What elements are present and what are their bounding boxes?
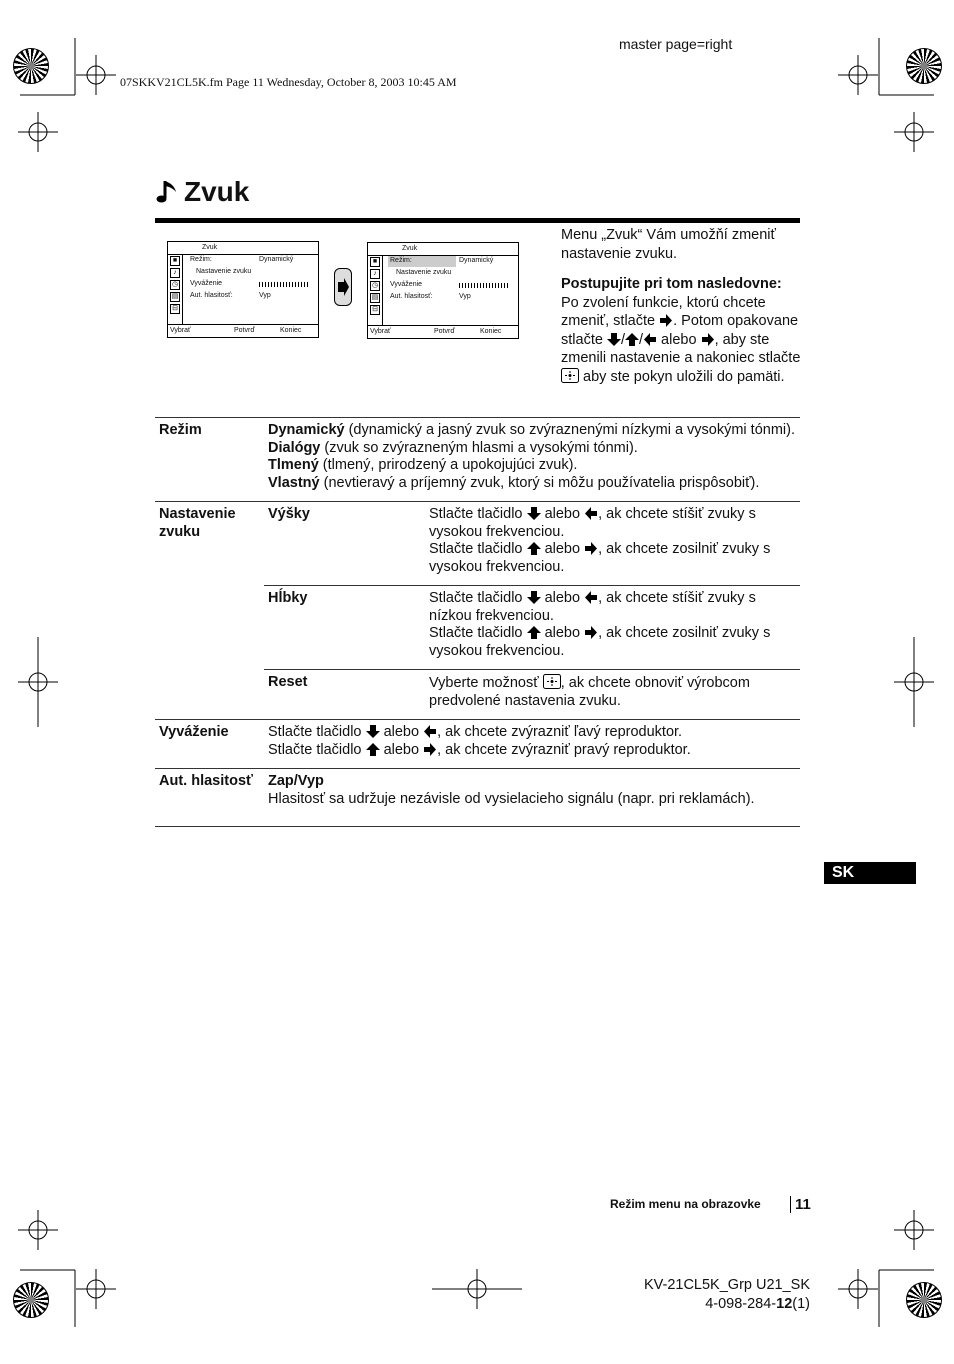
arrow-up-icon xyxy=(366,743,380,756)
arrow-right-icon xyxy=(701,333,715,346)
setup-icon: ▤ xyxy=(171,293,179,300)
option-name: Dynamický xyxy=(268,422,345,438)
settings-table xyxy=(155,417,800,817)
menu-screen-after xyxy=(367,242,519,339)
part-code-prefix: 4-098-284- xyxy=(705,1296,777,1312)
picture-icon: ■ xyxy=(170,256,180,266)
arrow-up-icon xyxy=(625,333,639,346)
text: , ak chcete obnoviť výrobcom predvolené nastavenia zvuku. xyxy=(429,675,750,709)
footer-section: Režim menu na obrazovke xyxy=(610,1197,761,1211)
table-row xyxy=(155,769,800,818)
screen-row-label: Nastavenie zvuku xyxy=(196,268,252,275)
toolbox-icon: ⊟ xyxy=(370,305,380,315)
option-desc: (tlmený, prirodzený a upokojujúci zvuk). xyxy=(318,457,578,473)
arrow-right-icon xyxy=(659,314,673,327)
sound-icon: ♪ xyxy=(370,269,380,279)
timer-icon: ◷ xyxy=(171,281,179,288)
screen-row-label: Režim: xyxy=(190,256,212,263)
option-desc: (dynamický a jasný zvuk so zvýraznenými nízkymi a vysokými tónmi). xyxy=(344,422,795,438)
intro-step-text: alebo xyxy=(661,331,697,348)
intro-step-text: . Potom opakovane stlačte xyxy=(561,313,799,348)
model-info xyxy=(632,1276,810,1314)
arrow-right-icon xyxy=(584,626,598,639)
arrow-down-icon xyxy=(607,333,621,346)
row-label: Režim xyxy=(155,418,264,502)
table-bottom-rule xyxy=(155,826,800,827)
screen-row-value: Dynamický xyxy=(259,256,294,263)
screen-row-value: Vyp xyxy=(259,292,271,299)
screen-row-value: Dynamický xyxy=(459,257,494,264)
ok-button-icon xyxy=(543,674,561,689)
option-name: Tlmený xyxy=(268,457,319,473)
text: , ak chcete stíšiť zvuky s vysokou frekvenciou. xyxy=(429,506,756,540)
intro-step-text: aby ste pokyn uložili do pamäti. xyxy=(583,368,785,385)
arrow-up-icon xyxy=(527,542,541,555)
part-code-suffix: (1) xyxy=(792,1296,810,1312)
text: alebo xyxy=(544,506,581,522)
arrow-left-icon xyxy=(584,591,598,604)
row-content xyxy=(425,586,800,670)
picture-icon: ■ xyxy=(370,257,380,267)
master-page-note: master page=right xyxy=(619,36,733,52)
row-content xyxy=(425,502,800,586)
text: Stlačte tlačidlo xyxy=(429,541,523,557)
row-content xyxy=(264,769,800,818)
intro-step-text: , aby ste zmenili nastavenie a nakoniec stlačte xyxy=(561,331,801,366)
arrow-right-icon xyxy=(423,743,437,756)
intro-steps: Postupujite pri tom nasledovne: Po zvolení funkcie, ktorú chcete zmeniť, stlačte . Potom opakovane stlačte / / alebo , aby ste zmenili nastavenie a nakoniec stlačte aby ste pokyn uložili do pamäti. xyxy=(561,276,801,385)
screen-title: Zvuk xyxy=(402,245,418,252)
page-title xyxy=(156,176,249,208)
text: Stlačte tlačidlo xyxy=(429,625,523,641)
screen-footer-confirm: Potvrď xyxy=(434,328,455,335)
ok-button-icon xyxy=(561,368,579,383)
table-row xyxy=(155,418,800,502)
screen-icon-column xyxy=(368,255,383,326)
row-content xyxy=(264,720,800,769)
text: alebo xyxy=(383,724,420,740)
text: Stlačte tlačidlo xyxy=(268,741,362,758)
text: alebo xyxy=(544,590,581,606)
text: , ak chcete stíšiť zvuky s nízkou frekvenciou. xyxy=(429,590,756,624)
screen-row-value: Vyp xyxy=(459,293,471,300)
row-label: Vyváženie xyxy=(155,720,264,769)
screen-row-label: Nastavenie zvuku xyxy=(396,269,452,276)
text: alebo xyxy=(383,741,420,758)
text: , ak chcete zvýrazniť pravý reproduktor. xyxy=(437,741,691,758)
text: , ak chcete zosilniť zvuky s vysokou frekvenciou. xyxy=(429,541,771,575)
arrow-down-icon xyxy=(527,591,541,604)
intro-paragraph: Menu „Zvuk“ Vám umožňí zmeniť nastavenie zvuku. xyxy=(561,227,776,262)
sub-label: Výšky xyxy=(264,502,425,586)
music-note-icon xyxy=(156,178,180,206)
screen-row-label: Režim: xyxy=(390,257,412,264)
screen-row-label: Aut. hlasitosť: xyxy=(190,292,233,299)
text: , ak chcete zvýrazniť ľavý reproduktor. xyxy=(437,724,683,740)
screen-footer-end: Koniec xyxy=(480,328,502,335)
arrow-left-icon xyxy=(584,507,598,520)
intro-steps-heading: Postupujite pri tom nasledovne: xyxy=(561,276,782,292)
screen-row-label: Vyváženie xyxy=(190,280,223,287)
row-content xyxy=(264,418,800,502)
intro-step-text: Po zvolení funkcie, ktorú chcete zmeniť, stlačte xyxy=(561,294,766,329)
screen-row-label: Aut. hlasitosť: xyxy=(390,293,433,300)
intro-text xyxy=(561,226,801,398)
part-code xyxy=(632,1295,810,1314)
screen-row-label: Vyváženie xyxy=(390,281,423,288)
text: , ak chcete zosilniť zvuky s vysokou frekvenciou. xyxy=(429,625,771,659)
arrow-left-icon xyxy=(423,725,437,738)
balance-bar xyxy=(459,283,509,288)
arrow-up-icon xyxy=(527,626,541,639)
sound-icon: ♪ xyxy=(170,268,180,278)
screen-icon-column xyxy=(168,254,183,325)
timer-icon: ◷ xyxy=(371,282,379,289)
arrow-right-icon xyxy=(584,542,598,555)
arrow-down-icon xyxy=(527,507,541,520)
option-desc: Hlasitosť sa udržuje nezávisle od vysielacieho signálu (napr. pri reklamách). xyxy=(268,790,755,807)
text: alebo xyxy=(544,541,581,557)
text: Stlačte tlačidlo xyxy=(268,724,362,740)
text: Stlačte tlačidlo xyxy=(429,506,523,522)
option-desc: (nevtieravý a príjemný zvuk, ktorý si môžu používatelia prispôsobiť). xyxy=(319,474,760,491)
arrow-left-icon xyxy=(643,333,657,346)
text: alebo xyxy=(544,625,581,641)
row-label: Aut. hlasitosť xyxy=(155,769,264,818)
screen-footer-end: Koniec xyxy=(280,327,302,334)
page-number: 11 xyxy=(790,1196,811,1213)
option-desc: (zvuk so zvýrazneným hlasmi a vysokými tónmi). xyxy=(320,439,638,456)
language-tab: SK xyxy=(824,862,916,884)
table-row xyxy=(155,502,800,586)
sub-label: Hĺbky xyxy=(264,586,425,670)
text: Vyberte možnosť xyxy=(429,675,539,691)
part-code-bold: 12 xyxy=(776,1296,793,1312)
page-title-text: Zvuk xyxy=(184,176,250,207)
option-name: Zap/Vyp xyxy=(268,773,324,789)
row-label: Nastavenie zvuku xyxy=(155,502,264,720)
right-arrow-button-icon xyxy=(334,268,352,306)
table-row xyxy=(155,720,800,769)
menu-screen-before xyxy=(167,241,319,338)
title-rule xyxy=(155,218,800,223)
arrow-down-icon xyxy=(366,725,380,738)
option-name: Dialógy xyxy=(268,439,321,456)
screen-footer-confirm: Potvrď xyxy=(234,327,255,334)
text: Stlačte tlačidlo xyxy=(429,590,523,606)
screen-title: Zvuk xyxy=(202,244,218,251)
sub-label: Reset xyxy=(264,670,425,720)
balance-bar xyxy=(259,282,309,287)
file-info-line: 07SKKV21CL5K.fm Page 11 Wednesday, October 8, 2003 10:45 AM xyxy=(120,75,457,89)
model-name: KV-21CL5K_Grp U21_SK xyxy=(643,1277,810,1293)
screen-footer-select: Vybrať xyxy=(370,328,391,335)
option-name: Vlastný xyxy=(268,474,320,491)
screen-footer-select: Vybrať xyxy=(170,327,191,334)
toolbox-icon: ⊟ xyxy=(170,304,180,314)
row-content xyxy=(425,670,800,720)
setup-icon: ▤ xyxy=(371,294,379,301)
